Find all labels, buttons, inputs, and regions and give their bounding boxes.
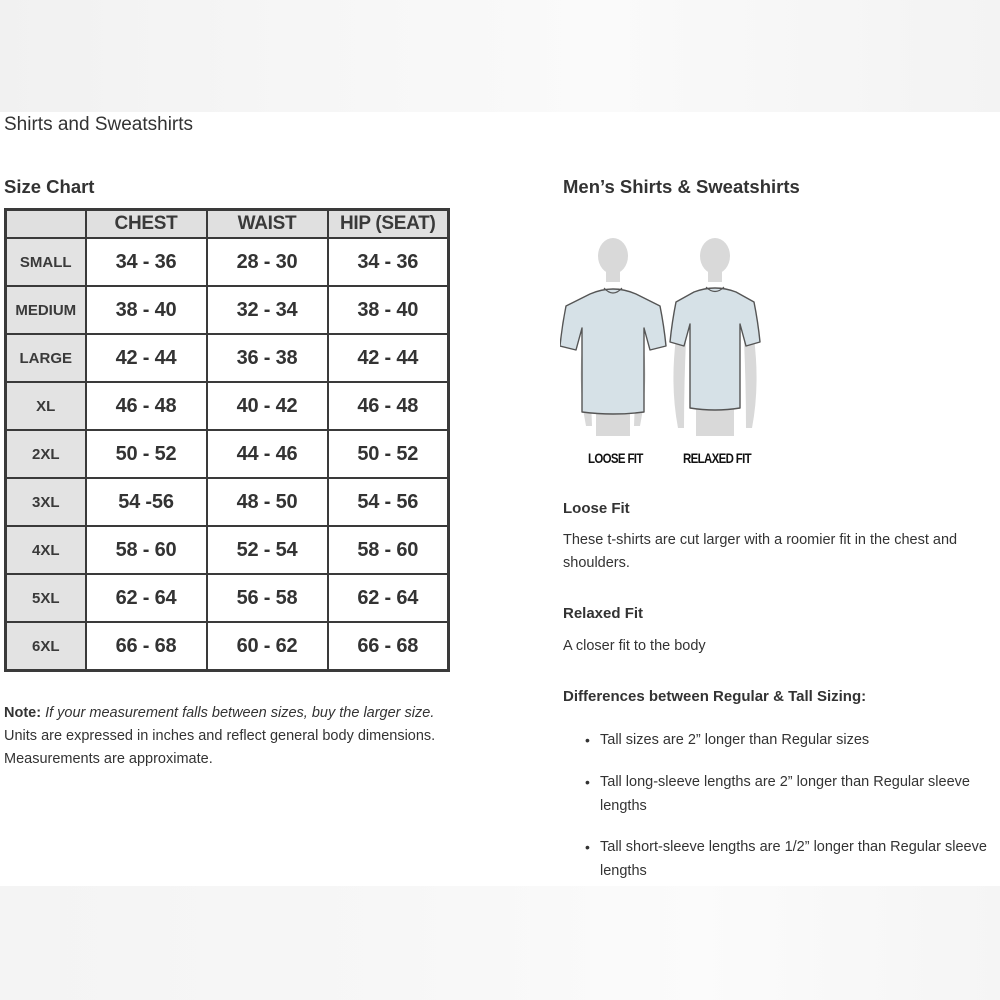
chest-value: 62 - 64 bbox=[86, 574, 207, 622]
hip-value: 58 - 60 bbox=[328, 526, 449, 574]
hip-value: 46 - 48 bbox=[328, 382, 449, 430]
chest-value: 34 - 36 bbox=[86, 238, 207, 286]
loose-fit-figure-label: LOOSE FIT bbox=[588, 450, 643, 466]
size-label: 3XL bbox=[6, 478, 86, 526]
size-label: 5XL bbox=[6, 574, 86, 622]
list-item: • Tall long-sleeve lengths are 2” longer than Regular sleeve lengths bbox=[563, 770, 1000, 818]
table-row bbox=[6, 238, 449, 286]
table-row bbox=[6, 286, 449, 334]
page-title: Shirts and Sweatshirts bbox=[4, 114, 194, 135]
waist-value: 44 - 46 bbox=[207, 430, 328, 478]
header-corner-cell bbox=[6, 210, 86, 239]
chest-value: 54 -56 bbox=[86, 478, 207, 526]
chest-value: 46 - 48 bbox=[86, 382, 207, 430]
waist-value: 48 - 50 bbox=[207, 478, 328, 526]
size-label: LARGE bbox=[6, 334, 86, 382]
list-item: • Tall short-sleeve lengths are 1/2” longer than Regular sleeve lengths bbox=[563, 835, 1000, 883]
size-label: SMALL bbox=[6, 238, 86, 286]
bottom-image-band bbox=[0, 886, 1000, 1000]
chest-value: 58 - 60 bbox=[86, 526, 207, 574]
size-note bbox=[4, 702, 454, 771]
size-label: 6XL bbox=[6, 622, 86, 671]
header-chest: CHEST bbox=[86, 210, 207, 239]
table-row bbox=[6, 382, 449, 430]
hip-value: 50 - 52 bbox=[328, 430, 449, 478]
loose-fit-heading: Loose Fit bbox=[563, 500, 630, 517]
hip-value: 38 - 40 bbox=[328, 286, 449, 334]
table-row bbox=[6, 622, 449, 671]
table-row bbox=[6, 478, 449, 526]
waist-value: 28 - 30 bbox=[207, 238, 328, 286]
chest-value: 66 - 68 bbox=[86, 622, 207, 671]
loose-fit-figure bbox=[560, 238, 666, 436]
hip-value: 62 - 64 bbox=[328, 574, 449, 622]
waist-value: 36 - 38 bbox=[207, 334, 328, 382]
waist-value: 56 - 58 bbox=[207, 574, 328, 622]
fit-illustration bbox=[560, 236, 770, 436]
size-chart-title: Size Chart bbox=[4, 176, 95, 197]
list-item: • Tall sizes are 2” longer than Regular sizes bbox=[563, 728, 1000, 752]
size-label: MEDIUM bbox=[6, 286, 86, 334]
size-chart-table bbox=[4, 208, 450, 672]
top-image-band bbox=[0, 0, 1000, 112]
waist-value: 60 - 62 bbox=[207, 622, 328, 671]
table-row bbox=[6, 430, 449, 478]
chest-value: 38 - 40 bbox=[86, 286, 207, 334]
hip-value: 66 - 68 bbox=[328, 622, 449, 671]
relaxed-fit-heading: Relaxed Fit bbox=[563, 605, 644, 622]
header-waist: WAIST bbox=[207, 210, 328, 239]
tall-sizing-list bbox=[563, 728, 1000, 883]
loose-fit-description: These t-shirts are cut larger with a roomier fit in the chest and shoulders. bbox=[563, 532, 958, 571]
table-header-row bbox=[6, 210, 449, 239]
table-row bbox=[6, 334, 449, 382]
waist-value: 52 - 54 bbox=[207, 526, 328, 574]
chest-value: 42 - 44 bbox=[86, 334, 207, 382]
size-label: XL bbox=[6, 382, 86, 430]
table-row bbox=[6, 574, 449, 622]
hip-value: 34 - 36 bbox=[328, 238, 449, 286]
relaxed-fit-figure-label: RELAXED FIT bbox=[683, 450, 752, 466]
chest-value: 50 - 52 bbox=[86, 430, 207, 478]
size-label: 4XL bbox=[6, 526, 86, 574]
header-hip: HIP (SEAT) bbox=[328, 210, 449, 239]
note-body-text: Units are expressed in inches and reflect general body dimensions. Measurements are approximate. bbox=[4, 728, 436, 767]
size-label: 2XL bbox=[6, 430, 86, 478]
tall-sizing-heading: Differences between Regular & Tall Sizing: bbox=[563, 688, 867, 705]
relaxed-fit-figure bbox=[670, 238, 760, 436]
note-label: Note: bbox=[4, 705, 42, 721]
relaxed-fit-description: A closer fit to the body bbox=[563, 638, 706, 654]
note-italic-text: If your measurement falls between sizes, buy the larger size. bbox=[45, 705, 435, 721]
waist-value: 40 - 42 bbox=[207, 382, 328, 430]
hip-value: 42 - 44 bbox=[328, 334, 449, 382]
hip-value: 54 - 56 bbox=[328, 478, 449, 526]
fit-guide-title: Men’s Shirts & Sweatshirts bbox=[563, 176, 800, 197]
waist-value: 32 - 34 bbox=[207, 286, 328, 334]
table-row bbox=[6, 526, 449, 574]
